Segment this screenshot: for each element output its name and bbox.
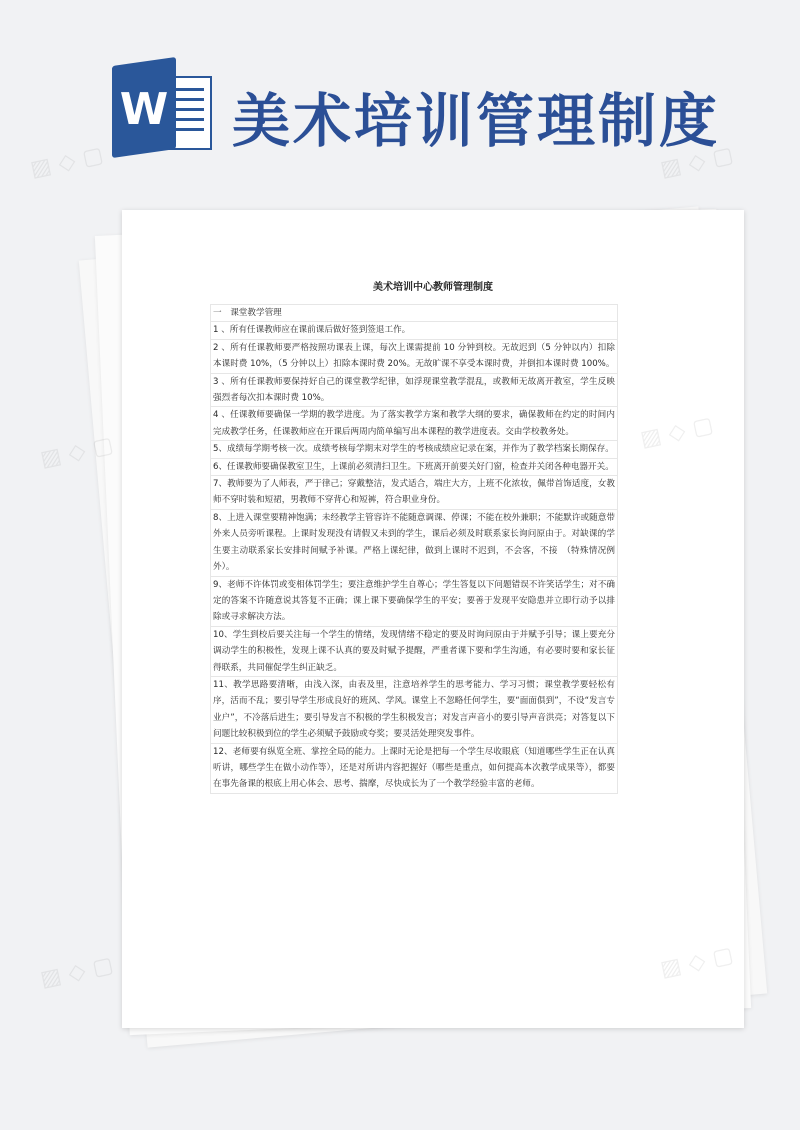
paragraph-11: 11、教学思路要清晰，由浅入深，由表及里，注意培养学生的思考能力、学习习惯；课堂教学要轻松有序，活而不乱；要引导学生形成良好的班风、学风。课堂上不忽略任何学生，要“面面俱到”，不设“发言专业户”，不冷落后进生；要引导发言不积极的学生积极发言；对发言声音小的要引导声音洪亮；对答复以下问题比较积极到位的学生必须赋予鼓励或夸奖；要灵活处理突发事件。 (210, 677, 618, 744)
page-title: 美术培训管理制度 (232, 87, 721, 155)
paragraph-8: 8、上进入课堂要精神饱满；未经教学主管容许不能随意调课、停课；不能在校外兼职；不能默许或随意带外来人员旁听课程。上课时发现没有请假又未到的学生，课后必须及时联系家长询问原由于。对缺课的学生要主动联系家长安排时间赋予补课。严格上课纪律，做到上课时不迟到，不会客，不接 （特殊情况例外）。 (210, 510, 618, 577)
paragraph-2: 2 、所有任课教师要严格按照功课表上课，每次上课需提前 10 分钟到校。无故迟到（5 分钟以内）扣除本课时费 10%，（5 分钟以上）扣除本课时费 20%。无故旷课不享受本课时费，并倒扣本课时费 100%。 (210, 340, 618, 374)
watermark-mark: ▨ ◇ ▢ (658, 942, 736, 983)
paragraph-6: 6、任课教师要确保教室卫生，上课前必须清扫卫生。下班离开前要关好门窗，检查并关闭各种电器开关。 (210, 459, 618, 476)
watermark-mark: ▨ ◇ ▢ (638, 412, 716, 453)
watermark-mark: ▨ ◇ ▢ (28, 142, 106, 183)
document-page (122, 210, 744, 1028)
word-document-icon (112, 66, 212, 158)
watermark-mark: ▨ ◇ ▢ (38, 432, 116, 473)
paragraph-7: 7、教师要为了人师表，严于律己；穿戴整洁，发式适合，端庄大方，上班不化浓妆，佩带首饰适度，女教师不穿时装和短裙，男教师不穿背心和短裤，符合职业身份。 (210, 476, 618, 510)
paragraph-4: 4 、任课教师要确保一学期的教学进度。为了落实教学方案和教学大纲的要求，确保教师在约定的时间内完成教学任务，任课教师应在开课后两周内简单编写出本课程的教学进度表。交由学校教务处。 (210, 407, 618, 441)
section-heading: 一 课堂教学管理 (210, 304, 618, 322)
paragraph-5: 5、成绩每学期考核一次。成绩考核每学期末对学生的考核成绩应记录在案，并作为了教学档案长期保存。 (210, 441, 618, 458)
document-body (210, 304, 618, 794)
word-icon-letter: W (119, 84, 169, 135)
watermark-mark: ▨ ◇ ▢ (658, 142, 736, 183)
paragraph-3: 3 、所有任课教师要保持好自己的课堂教学纪律，如浮现课堂教学混乱，或教师无故离开教室，学生反映强烈者每次扣本课时费 10%。 (210, 374, 618, 408)
paragraph-10: 10、学生到校后要关注每一个学生的情绪，发现情绪不稳定的要及时询问原由于并赋予引导；课上要充分调动学生的积极性，发现上课不认真的要及时赋予提醒，严重者课下要和学生沟通，有必要时要和家长征得联系，共同催促学生纠正缺乏。 (210, 627, 618, 677)
paragraph-9: 9、老师不许体罚或变相体罚学生；要注意维护学生自尊心；学生答复以下问题错误不许笑话学生；对不确定的答案不许随意说其答复不正确；课上课下要确保学生的平安；要善于发现平安隐患并立即行动予以排除或寻求解决方法。 (210, 577, 618, 627)
watermark-mark: ▨ ◇ ▢ (38, 952, 116, 993)
document-title: 美术培训中心教师管理制度 (373, 282, 493, 293)
paragraph-1: 1 、所有任课教师应在课前课后做好签到签退工作。 (210, 322, 618, 339)
paragraph-12: 12、老师要有纵览全班、掌控全局的能力。上课时无论是把每一个学生尽收眼底（知道哪些学生正在认真听讲，哪些学生在做小动作等），还是对所讲内容把握好（哪些是重点，如何提高本次教学成果等），都要在事先备课的根底上用心体会、思考、揣摩，尽快成长为了一个教学经验丰富的老师。 (210, 744, 618, 794)
